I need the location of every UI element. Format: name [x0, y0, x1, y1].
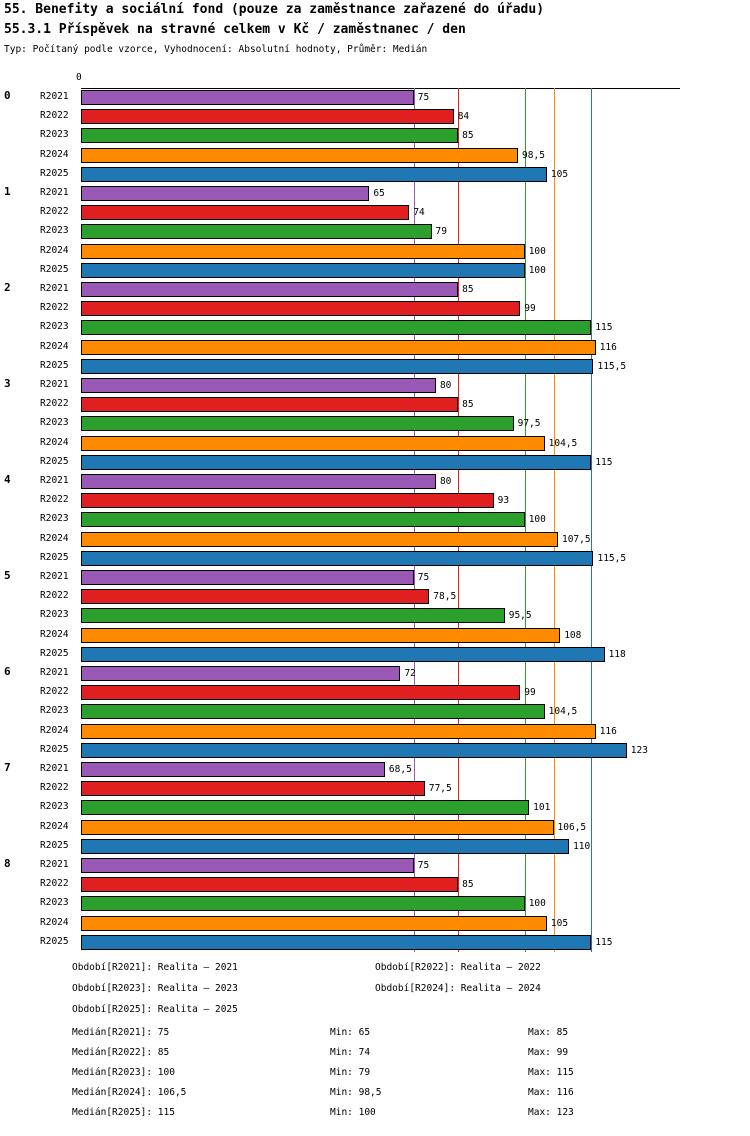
series-row-label: R2025: [40, 551, 69, 563]
stat-min: Min: 100: [330, 1107, 376, 1118]
bar[interactable]: [81, 224, 432, 239]
bar-value-label: 80: [439, 380, 452, 391]
chart-settings-text: Typ: Počítaný podle vzorce, Vyhodnocení: Absolutní hodnoty, Průměr: Medián: [4, 44, 428, 55]
series-row-label: R2022: [40, 206, 69, 218]
bar[interactable]: [81, 320, 591, 335]
bar-value-label: 68,5: [388, 764, 412, 775]
stat-max: Max: 116: [528, 1087, 574, 1098]
bar-value-label: 98,5: [522, 149, 545, 161]
legend-item: Období[R2021]: Realita – 2021: [72, 962, 238, 973]
bar-value-label: 115,5: [597, 552, 627, 564]
bar-value-label: 100: [528, 264, 546, 276]
bar[interactable]: [81, 781, 425, 796]
bar-value-label: 85: [462, 399, 474, 411]
bar-value-label: 75: [417, 92, 430, 103]
stat-min: Min: 74: [330, 1047, 371, 1058]
stat-median: Medián[R2023]: 100: [72, 1067, 175, 1078]
bar[interactable]: [81, 724, 596, 739]
series-row-label: R2025: [40, 935, 69, 947]
group-label: 2: [4, 281, 11, 294]
bar-value-label: 107,5: [561, 533, 591, 545]
bar-value-label: 118: [608, 648, 626, 660]
bar-value-label: 75: [417, 860, 430, 871]
series-row-label: R2021: [40, 379, 69, 390]
legend-item: Období[R2024]: Realita – 2024: [375, 983, 541, 994]
bar-value-label: 99: [524, 687, 536, 699]
series-row-label: R2023: [40, 705, 69, 717]
series-row-label: R2024: [40, 628, 69, 640]
bar-value-label: 97,5: [517, 418, 541, 430]
legend-item: Období[R2025]: Realita – 2025: [72, 1004, 238, 1015]
bar[interactable]: [81, 128, 458, 143]
series-row-label: R2022: [40, 782, 69, 794]
bar[interactable]: [81, 916, 547, 931]
series-row-label: R2025: [40, 455, 69, 467]
bar-value-label: 79: [435, 226, 447, 238]
series-row-label: R2022: [40, 110, 69, 122]
stat-max: Max: 115: [528, 1067, 574, 1078]
bar[interactable]: [81, 148, 518, 163]
series-row-label: R2025: [40, 647, 69, 659]
bar[interactable]: [81, 167, 547, 182]
series-row-label: R2024: [40, 340, 69, 352]
group-label: 6: [4, 665, 11, 678]
series-row-label: R2023: [40, 801, 69, 813]
bar-value-label: 99: [524, 303, 536, 315]
bar-value-label: 106,5: [557, 821, 587, 833]
bar[interactable]: [81, 666, 400, 681]
bar-value-label: 115,5: [597, 360, 627, 372]
bar-value-label: 115: [595, 456, 613, 468]
stat-median: Medián[R2021]: 75: [72, 1027, 170, 1038]
series-row-label: R2021: [40, 91, 69, 102]
series-row-label: R2025: [40, 359, 69, 371]
series-row-label: R2022: [40, 302, 69, 314]
series-row-label: R2024: [40, 724, 69, 736]
bar[interactable]: [81, 301, 520, 316]
stat-min: Min: 79: [330, 1067, 371, 1078]
bar[interactable]: [81, 800, 529, 815]
bar-value-label: 80: [439, 476, 452, 487]
bar[interactable]: [81, 416, 514, 431]
bar[interactable]: [81, 762, 385, 777]
group-label: 0: [4, 89, 11, 102]
series-row-label: R2022: [40, 590, 69, 602]
series-row-label: R2021: [40, 475, 69, 486]
bar[interactable]: [81, 436, 545, 451]
bar[interactable]: [81, 186, 369, 201]
bar[interactable]: [81, 455, 591, 470]
bar[interactable]: [81, 244, 525, 259]
series-row-label: R2024: [40, 436, 69, 448]
bar[interactable]: [81, 935, 591, 950]
bar-value-label: 116: [599, 341, 617, 353]
bar-value-label: 77,5: [428, 783, 452, 795]
series-row-label: R2023: [40, 513, 69, 525]
bar-value-label: 93: [497, 495, 510, 507]
bar[interactable]: [81, 90, 414, 105]
series-row-label: R2023: [40, 321, 69, 333]
bar-value-label: 105: [550, 168, 569, 180]
bar[interactable]: [81, 282, 458, 297]
bar-value-label: 123: [630, 744, 648, 756]
stat-min: Min: 98,5: [330, 1087, 382, 1098]
series-row-label: R2025: [40, 743, 69, 755]
bar-value-label: 95,5: [508, 610, 532, 622]
bar-value-label: 104,5: [548, 706, 578, 718]
bar[interactable]: [81, 704, 545, 719]
stat-max: Max: 99: [528, 1047, 569, 1058]
series-row-label: R2024: [40, 244, 69, 256]
bar[interactable]: [81, 340, 596, 355]
group-label: 1: [4, 185, 11, 198]
bar[interactable]: [81, 839, 569, 854]
bar[interactable]: [81, 647, 605, 662]
bar[interactable]: [81, 608, 505, 623]
group-label: 8: [4, 857, 11, 870]
bar[interactable]: [81, 743, 627, 758]
bar-value-label: 85: [462, 130, 474, 142]
bar[interactable]: [81, 858, 414, 873]
bar-value-label: 110: [573, 840, 591, 852]
group-label: 7: [4, 761, 11, 774]
bar-value-label: 74: [413, 207, 425, 219]
series-row-label: R2022: [40, 686, 69, 698]
x-axis-origin-label: 0: [76, 72, 82, 83]
bar[interactable]: [81, 397, 458, 412]
bar[interactable]: [81, 570, 414, 585]
bar-value-label: 100: [528, 898, 546, 910]
bar-value-label: 85: [462, 284, 474, 295]
series-row-label: R2023: [40, 129, 69, 141]
series-row-label: R2022: [40, 878, 69, 890]
stat-max: Max: 123: [528, 1107, 574, 1118]
stat-min: Min: 65: [330, 1027, 371, 1038]
bar-value-label: 100: [528, 245, 546, 257]
bar[interactable]: [81, 205, 409, 220]
series-row-label: R2021: [40, 187, 69, 198]
stat-max: Max: 85: [528, 1027, 569, 1038]
group-label: 4: [4, 473, 11, 486]
series-row-label: R2021: [40, 763, 69, 774]
bar-value-label: 100: [528, 514, 546, 526]
series-row-label: R2021: [40, 667, 69, 678]
bar-value-label: 104,5: [548, 437, 578, 449]
reference-line-r2024: [554, 88, 555, 952]
group-label: 3: [4, 377, 11, 390]
bar[interactable]: [81, 820, 554, 835]
bar[interactable]: [81, 109, 454, 124]
bar[interactable]: [81, 628, 560, 643]
series-row-label: R2023: [40, 897, 69, 909]
series-row-label: R2022: [40, 398, 69, 410]
bar-value-label: 116: [599, 725, 617, 737]
stat-median: Medián[R2024]: 106,5: [72, 1087, 187, 1098]
bar[interactable]: [81, 493, 494, 508]
bar[interactable]: [81, 512, 525, 527]
bar[interactable]: [81, 551, 593, 566]
stat-median: Medián[R2022]: 85: [72, 1047, 170, 1058]
series-row-label: R2024: [40, 916, 69, 928]
bar[interactable]: [81, 685, 520, 700]
series-row-label: R2024: [40, 148, 69, 160]
legend-item: Období[R2023]: Realita – 2023: [72, 983, 238, 994]
bar[interactable]: [81, 896, 525, 911]
bar[interactable]: [81, 474, 436, 489]
series-row-label: R2022: [40, 494, 69, 506]
bar[interactable]: [81, 532, 558, 547]
series-row-label: R2023: [40, 609, 69, 621]
group-label: 5: [4, 569, 11, 582]
bar-value-label: 85: [462, 879, 474, 891]
series-row-label: R2024: [40, 820, 69, 832]
legend-item: Období[R2022]: Realita – 2022: [375, 962, 541, 973]
page-subtitle-metric: 55.3.1 Příspěvek na stravné celkem v Kč / zaměstnanec / den: [4, 22, 466, 37]
stat-median: Medián[R2025]: 115: [72, 1107, 175, 1118]
bar-value-label: 101: [533, 802, 551, 814]
series-row-label: R2021: [40, 859, 69, 870]
page-title: 55. Benefity a sociální fond (pouze za zaměstnance zařazené do úřadu): [4, 2, 545, 17]
bar[interactable]: [81, 359, 593, 374]
bar[interactable]: [81, 378, 436, 393]
bar-value-label: 65: [373, 188, 385, 199]
bar-value-label: 105: [550, 917, 569, 929]
series-row-label: R2021: [40, 283, 69, 294]
bar-value-label: 115: [595, 322, 613, 334]
bar-value-label: 75: [417, 572, 430, 583]
bar-value-label: 108: [564, 629, 582, 641]
bar[interactable]: [81, 589, 429, 604]
bar[interactable]: [81, 877, 458, 892]
series-row-label: R2023: [40, 417, 69, 429]
series-row-label: R2025: [40, 839, 69, 851]
series-row-label: R2023: [40, 225, 69, 237]
series-row-label: R2025: [40, 167, 69, 179]
bar-value-label: 115: [595, 936, 613, 948]
series-row-label: R2024: [40, 532, 69, 544]
bar-value-label: 72: [404, 668, 416, 679]
bar-value-label: 84: [457, 111, 470, 123]
bar-value-label: 78,5: [433, 591, 457, 603]
series-row-label: R2025: [40, 263, 69, 275]
reference-line-r2025: [591, 88, 592, 952]
series-row-label: R2021: [40, 571, 69, 582]
bar[interactable]: [81, 263, 525, 278]
